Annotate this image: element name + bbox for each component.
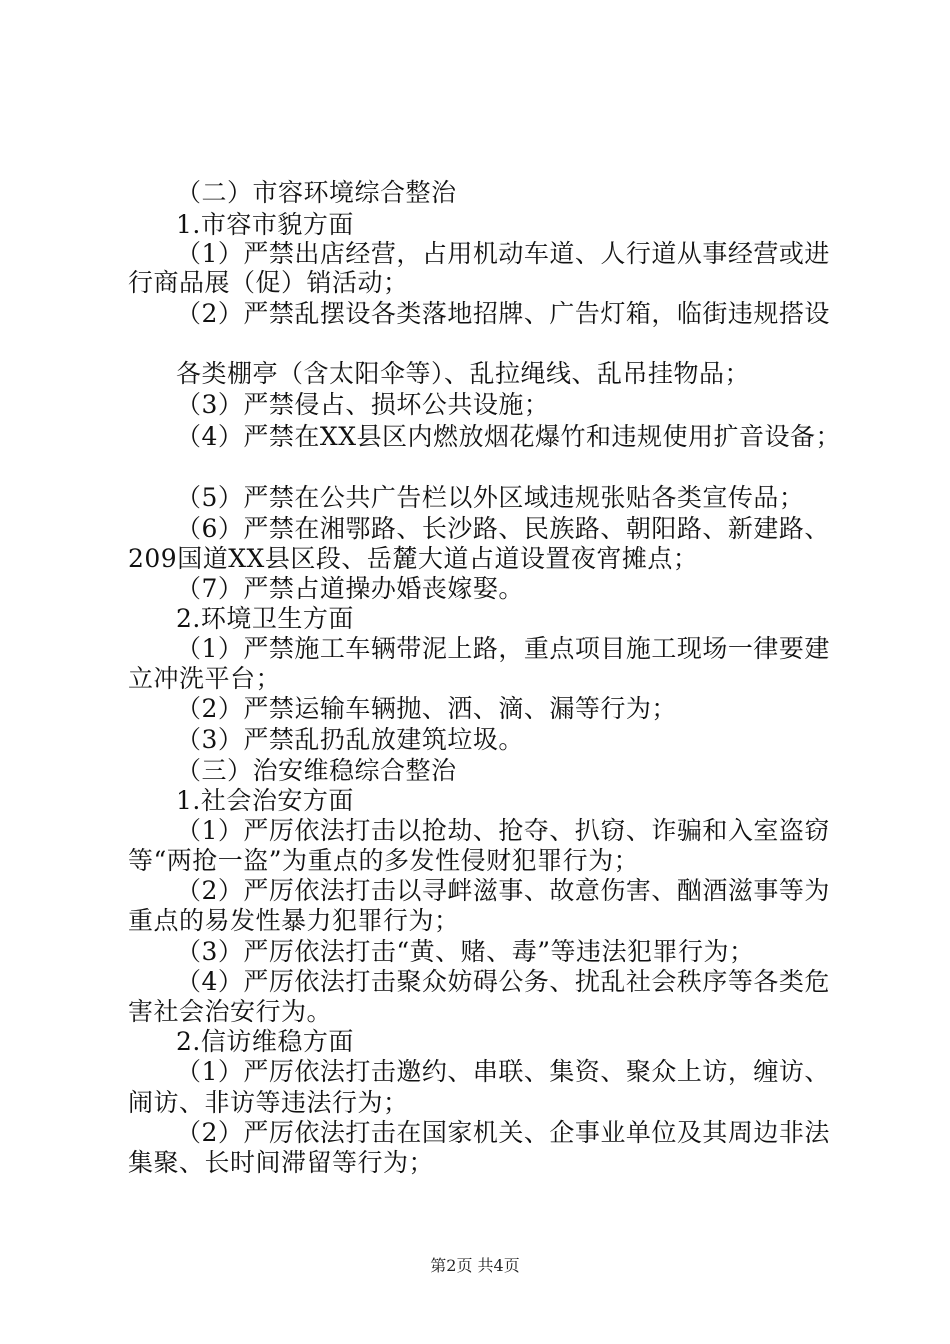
paragraph-line: （6）严禁在湘鄂路、长沙路、民族路、朝阳路、新建路、 [176, 514, 830, 543]
paragraph-line: （4）严厉依法打击聚众妨碍公务、扰乱社会秩序等各类危 [176, 967, 830, 996]
paragraph-line: （1）严禁出店经营，占用机动车道、人行道从事经营或进 [176, 239, 830, 268]
paragraph-line: 各类棚亭（含太阳伞等）、乱拉绳线、乱吊挂物品； [176, 359, 751, 388]
page-number-footer: 第2页 共4页 [430, 1256, 520, 1275]
section-heading: （三）治安维稳综合整治 [176, 756, 457, 785]
subsection-heading: 2.环境卫生方面 [176, 604, 354, 633]
paragraph-line: （3）严厉依法打击“黄、赌、毒”等违法犯罪行为； [176, 937, 755, 966]
subsection-heading: 2.信访维稳方面 [176, 1027, 354, 1056]
section-heading: （二）市容环境综合整治 [176, 178, 457, 207]
paragraph-line: （3）严禁乱扔乱放建筑垃圾。 [176, 725, 524, 754]
paragraph-line: （1）严厉依法打击邀约、串联、集资、聚众上访，缠访、 [176, 1057, 830, 1086]
paragraph-line: 立冲洗平台； [128, 664, 282, 693]
paragraph-line: （5）严禁在公共广告栏以外区域违规张贴各类宣传品； [176, 483, 805, 512]
paragraph-line: （7）严禁占道操办婚丧嫁娶。 [176, 574, 524, 603]
subsection-heading: 1.市容市貌方面 [176, 210, 354, 239]
paragraph-line: 闹访、非访等违法行为； [128, 1088, 409, 1117]
paragraph-line: 集聚、长时间滞留等行为； [128, 1148, 435, 1177]
paragraph-line: （1）严厉依法打击以抢劫、抢夺、扒窃、诈骗和入室盗窃 [176, 816, 830, 845]
subsection-heading: 1.社会治安方面 [176, 786, 354, 815]
paragraph-line: 重点的易发性暴力犯罪行为； [128, 906, 460, 935]
paragraph-line: （4）严禁在XX县区内燃放烟花爆竹和违规使用扩音设备； [176, 422, 842, 451]
paragraph-line: 害社会治安行为。 [128, 997, 333, 1026]
paragraph-line: 等“两抢一盗”为重点的多发性侵财犯罪行为； [128, 846, 640, 875]
paragraph-line: （3）严禁侵占、损坏公共设施； [176, 390, 550, 419]
paragraph-line: （2）严禁乱摆设各类落地招牌、广告灯箱，临街违规搭设 [176, 299, 830, 328]
paragraph-line: （2）严厉依法打击以寻衅滋事、故意伤害、酗酒滋事等为 [176, 876, 830, 905]
paragraph-line: （2）严禁运输车辆抛、洒、滴、漏等行为； [176, 694, 677, 723]
paragraph-line: 行商品展（促）销活动； [128, 268, 409, 297]
paragraph-line: （2）严厉依法打击在国家机关、企事业单位及其周边非法 [176, 1118, 830, 1147]
paragraph-line: （1）严禁施工车辆带泥上路，重点项目施工现场一律要建 [176, 634, 830, 663]
paragraph-line: 209国道XX县区段、岳麓大道占道设置夜宵摊点； [128, 544, 699, 573]
